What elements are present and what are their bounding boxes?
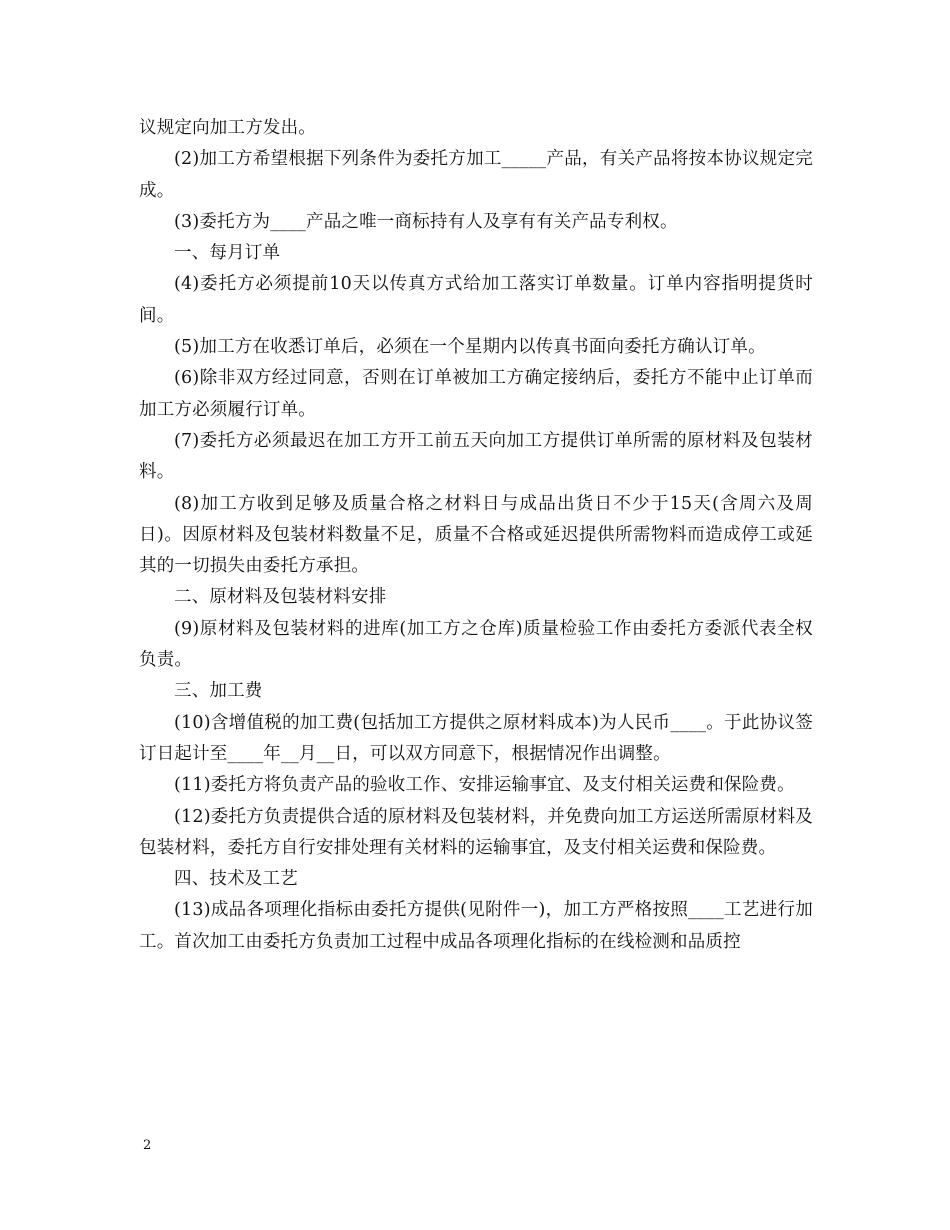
clause-12: (12)委托方负责提供合适的原材料及包装材料，并免费向加工方运送所需原材料及包装材料，委托方自行安排处理有关材料的运输事宜，及支付相关运费和保险费。 — [139, 806, 813, 858]
page-number: 2 — [143, 1138, 152, 1153]
section-heading-technology: 四、技术及工艺 — [174, 869, 298, 890]
clause-4: (4)委托方必须提前10天以传真方式给加工落实订单数量。订单内容指明提货时间。 — [139, 274, 813, 326]
document-body — [139, 113, 813, 958]
section-heading-processing-fee: 三、加工费 — [174, 681, 263, 702]
paragraph-continuation: 议规定向加工方发出。 — [139, 118, 316, 138]
clause-7: (7)委托方必须最迟在加工方开工前五天向加工方提供订单所需的原材料及包装材料。 — [139, 430, 813, 483]
section-heading-monthly-orders: 一、每月订单 — [174, 243, 281, 264]
clause-3: (3)委托方为____产品之唯一商标持有人及享有有关产品专利权。 — [174, 211, 678, 232]
clause-5: (5)加工方在收悉订单后，必须在一个星期内以传真书面向委托方确认订单。 — [174, 337, 766, 358]
section-heading-materials: 二、原材料及包装材料安排 — [174, 587, 387, 608]
clause-11: (11)委托方将负责产品的验收工作、安排运输事宜、及支付相关运费和保险费。 — [174, 775, 795, 796]
clause-6: (6)除非双方经过同意，否则在订单被加工方确定接纳后，委托方不能中止订单而加工方必须履行订单。 — [139, 368, 813, 420]
clause-9: (9)原材料及包装材料的进库(加工方之仓库)质量检验工作由委托方委派代表全权负责。 — [139, 618, 813, 671]
clause-8: (8)加工方收到足够及质量合格之材料日与成品出货日不少于15天(含周六及周日)。因原材料及包装材料数量不足，质量不合格或延迟提供所需物料而造成停工或延其的一切损失由委托方承担。 — [139, 493, 813, 577]
clause-13: (13)成品各项理化指标由委托方提供(见附件一)，加工方严格按照____工艺进行加工。首次加工由委托方负责加工过程中成品各项理化指标的在线检测和品质控 — [139, 900, 813, 952]
clause-10: (10)含增值税的加工费(包括加工方提供之原材料成本)为人民币____。于此协议签订日起计至____年__月__日，可以双方同意下，根据情况作出调整。 — [139, 712, 813, 764]
clause-2: (2)加工方希望根据下列条件为委托方加工_____产品，有关产品将按本协议规定完成。 — [139, 149, 813, 201]
